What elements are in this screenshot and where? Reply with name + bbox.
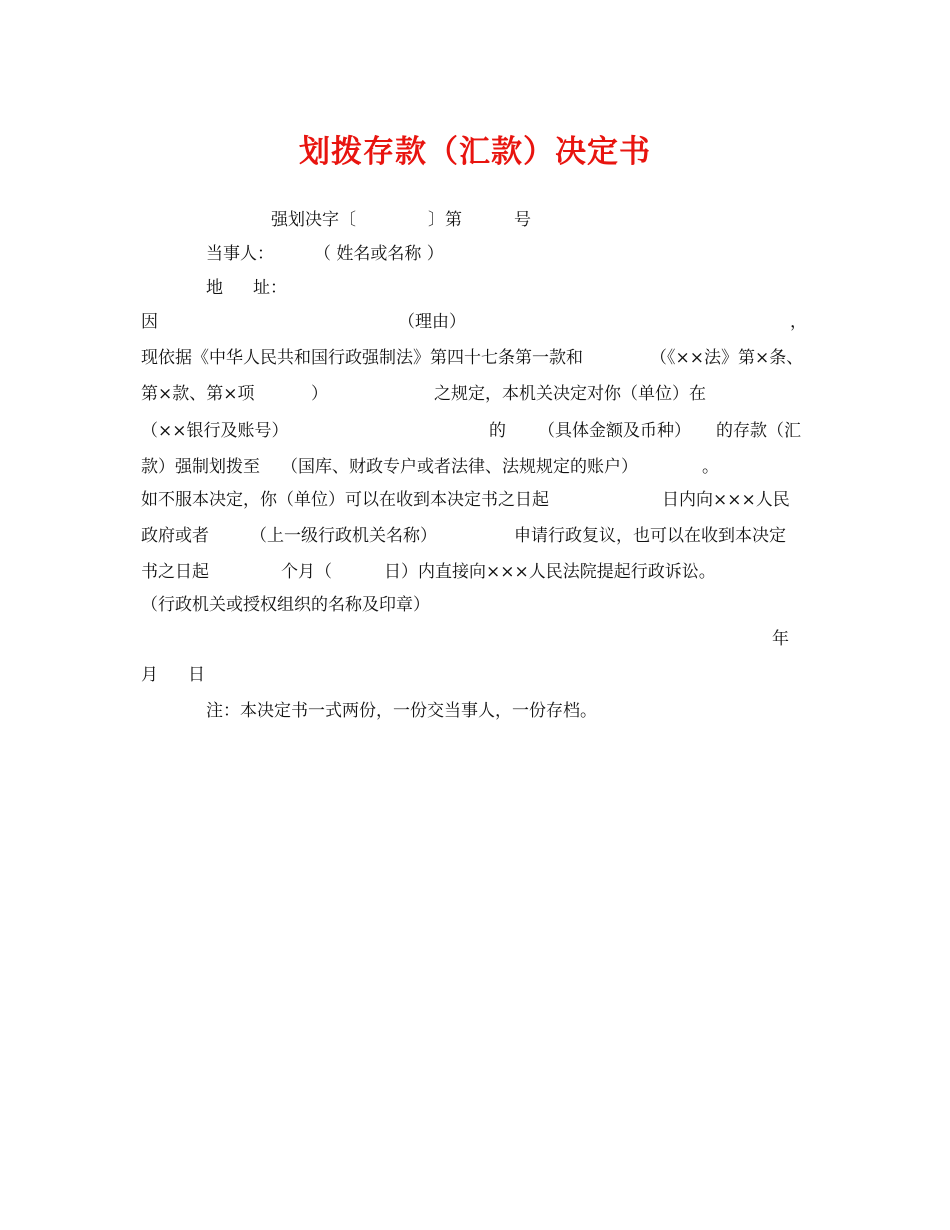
body-line-4-tail: 的存款（汇 xyxy=(716,421,801,441)
body-line-5-hint: （国库、财政专户或者法律、法规规定的账户） xyxy=(281,457,638,477)
body-line-5-end: 。 xyxy=(702,457,719,477)
signature-placeholder: （行政机关或授权组织的名称及印章） xyxy=(141,595,430,615)
appeal-line-2-tail: 申请行政复议，也可以在收到本决定 xyxy=(514,526,786,546)
doc-number-middle: 〕第 xyxy=(428,210,462,230)
doc-number-prefix: 强划决字〔 xyxy=(271,210,356,230)
document-note: 注：本决定书一式两份，一份交当事人，一份存档。 xyxy=(206,701,597,721)
appeal-line-2-hint: （上一级行政机关名称） xyxy=(250,526,437,546)
appeal-line-1-main: 如不服本决定，你（单位）可以在收到本决定书之日起 xyxy=(141,490,549,510)
body-line-4-hint: （××银行及账号） xyxy=(141,421,289,441)
appeal-line-2-main: 政府或者 xyxy=(141,526,209,546)
appeal-line-1-tail: 日内向×××人民 xyxy=(662,490,790,510)
reason-prefix: 因 xyxy=(141,312,158,332)
appeal-line-3-tail: 日）内直接向×××人民法院提起行政诉讼。 xyxy=(384,562,716,582)
reason-comma: ， xyxy=(790,312,807,332)
party-label: 当事人： xyxy=(206,244,274,264)
date-month: 月 xyxy=(141,665,158,685)
address-label-1: 地 xyxy=(206,278,223,298)
appeal-line-3-mid: 个月（ xyxy=(281,562,332,582)
date-day: 日 xyxy=(188,665,205,685)
reason-hint: （理由） xyxy=(398,312,466,332)
doc-number-suffix: 号 xyxy=(514,210,531,230)
date-year: 年 xyxy=(772,629,789,649)
body-line-3-close: ） xyxy=(311,384,328,404)
body-line-3-hint: 第×款、第×项 xyxy=(141,384,255,404)
address-label-2: 址： xyxy=(253,278,287,298)
document-title: 划拨存款（汇款）决定书 xyxy=(299,134,651,170)
body-line-5-main: 款）强制划拨至 xyxy=(141,457,260,477)
body-line-2-main: 现依据《中华人民共和国行政强制法》第四十七条第一款和 xyxy=(141,348,583,368)
party-hint: （ 姓名或名称 ） xyxy=(314,244,444,264)
appeal-line-3-main: 书之日起 xyxy=(141,562,209,582)
body-line-3-main: 之规定，本机关决定对你（单位）在 xyxy=(434,384,706,404)
body-line-4-of: 的 xyxy=(489,421,506,441)
body-line-2-hint: （《××法》第×条、 xyxy=(650,348,804,368)
body-line-4-amount: （具体金额及币种） xyxy=(538,421,691,441)
